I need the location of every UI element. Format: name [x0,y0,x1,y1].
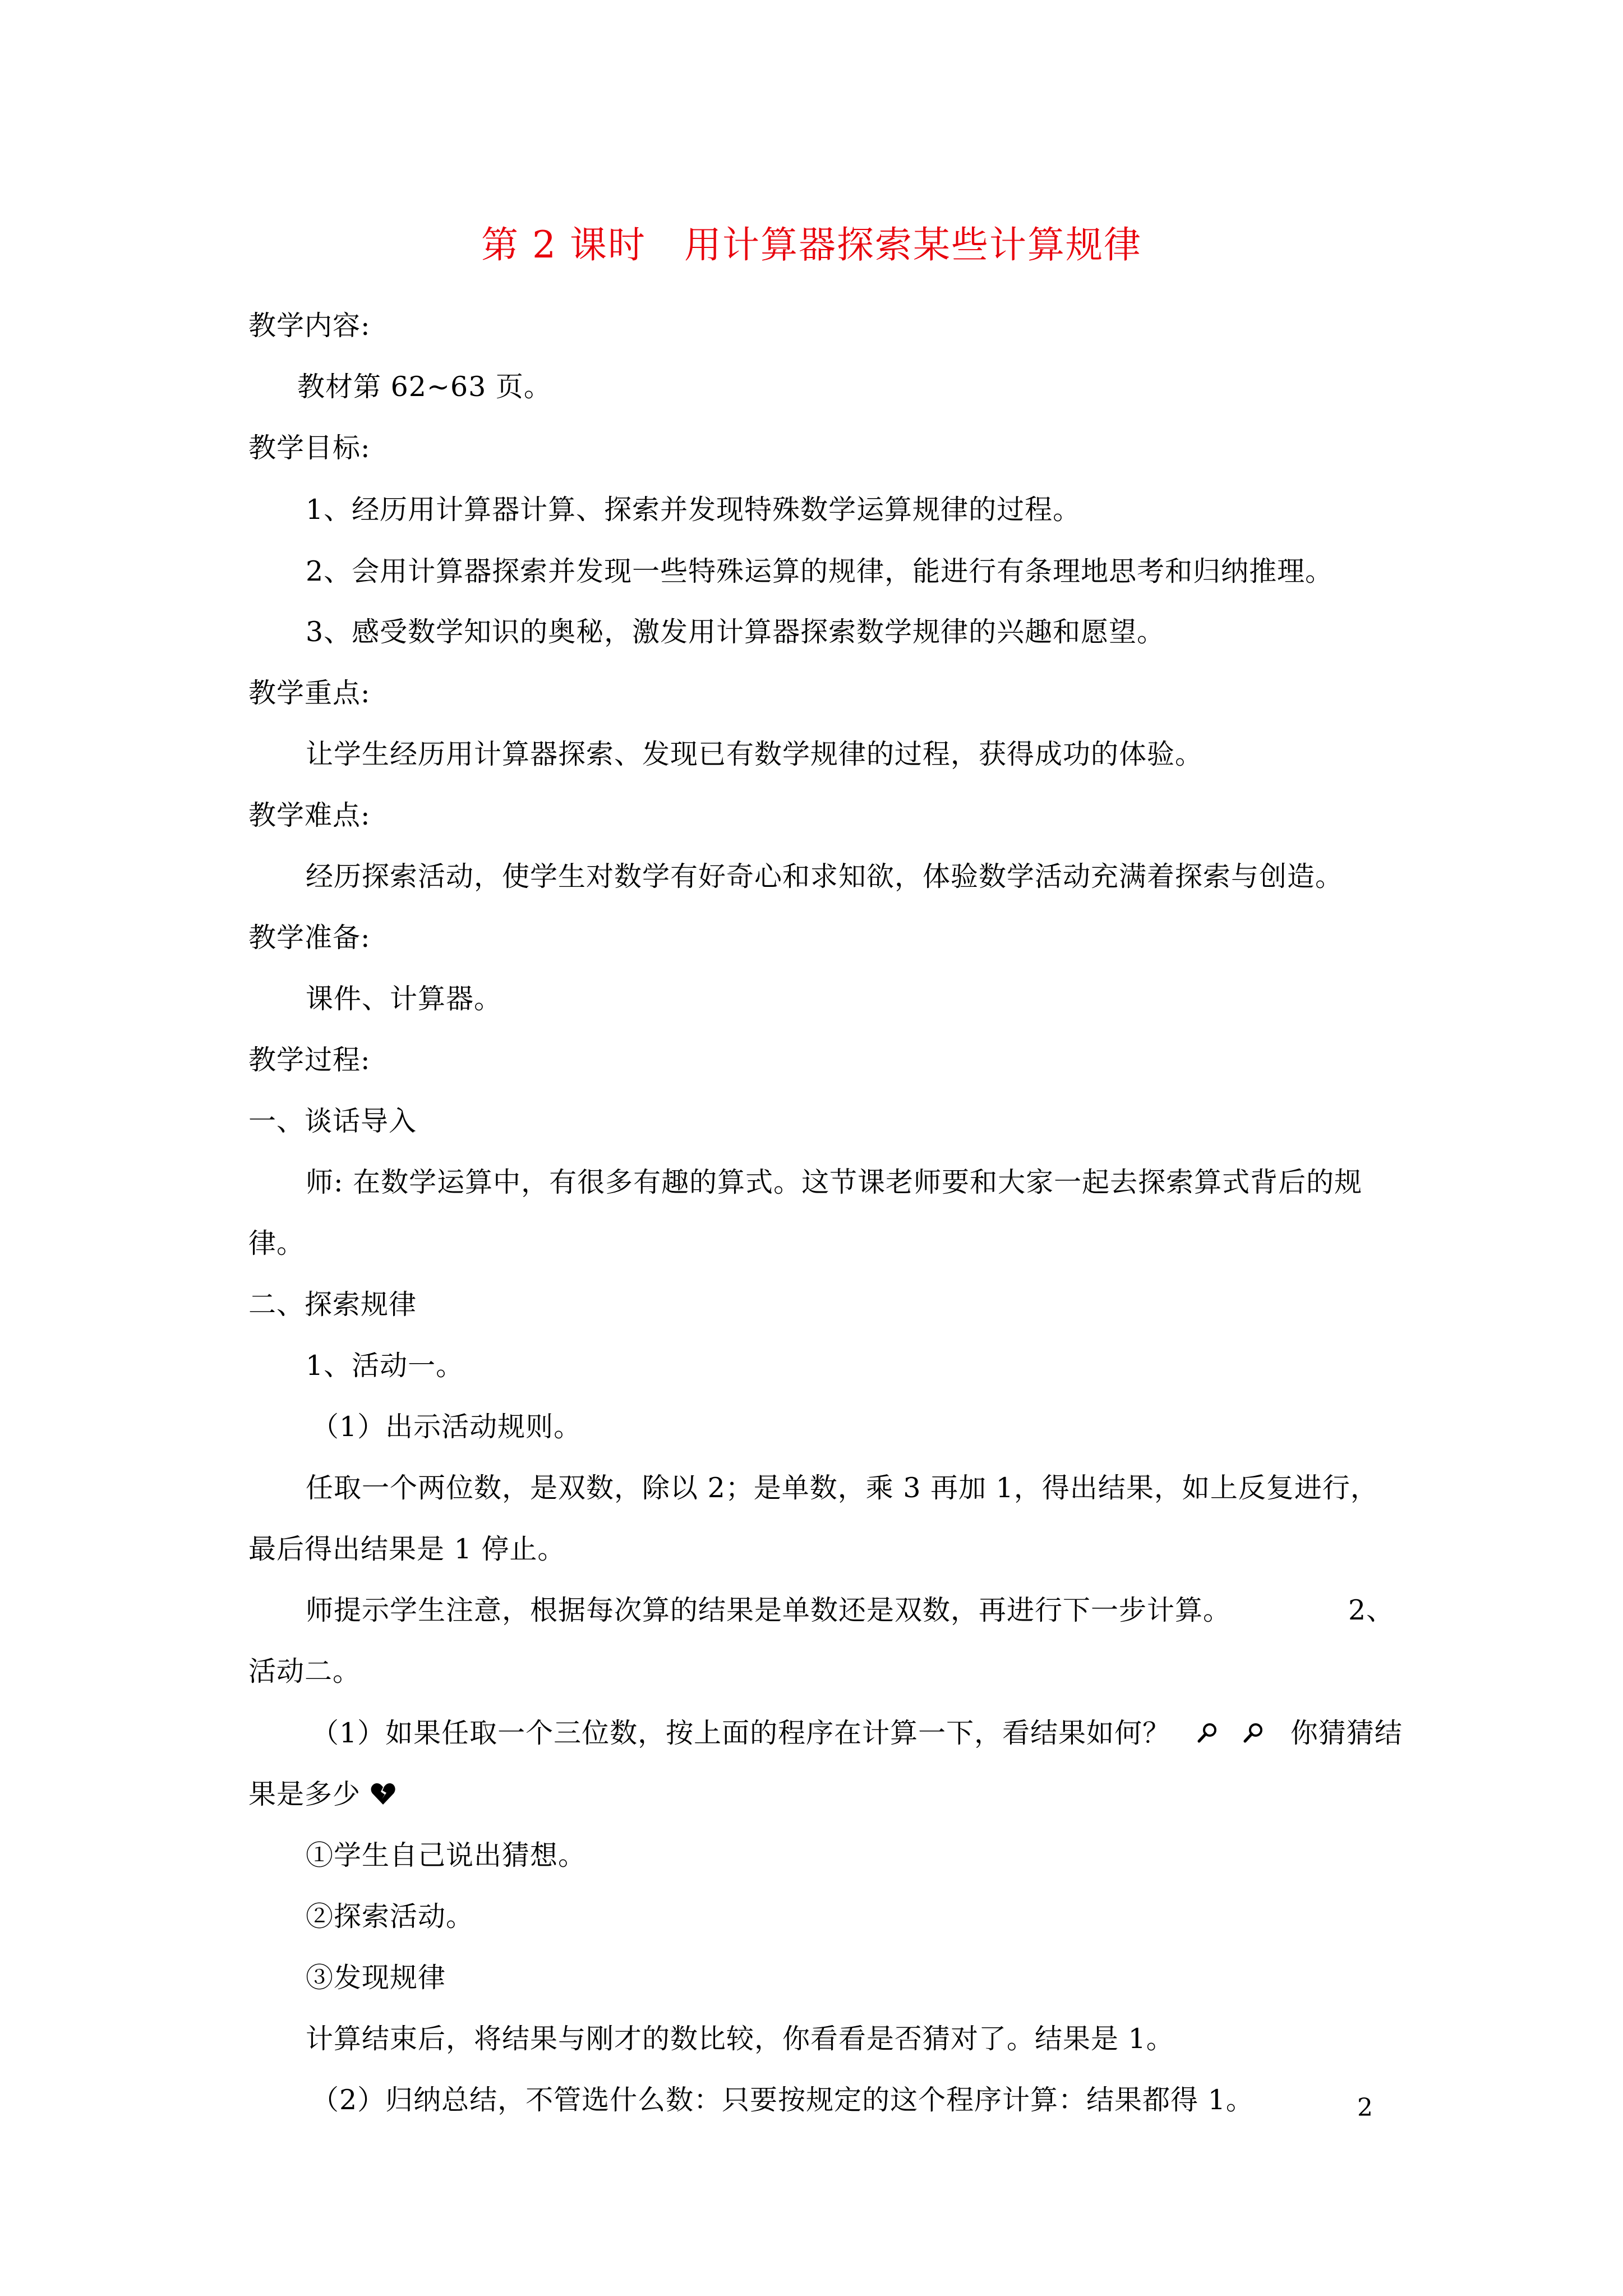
rule-line-2: 最后得出结果是 1 停止。 [248,1533,566,1565]
step-1: ①学生自己说出猜想。 [306,1839,587,1871]
section-1-heading: 一、谈话导入 [248,1105,417,1137]
question-text-part-2: 你猜猜结 [1290,1717,1403,1749]
goal-3: 3、感受数学知识的奥秘，激发用计算器探索数学规律的兴趣和愿望。 [306,616,1165,648]
lesson-title: 第 2 课时 用计算器探索某些计算规律 [481,223,1142,266]
question-line-1 [311,1715,1403,1754]
heading-content: 教学内容: [248,310,371,342]
difficulties-text: 经历探索活动，使学生对数学有好奇心和求知欲，体验数学活动充满着探索与创造。 [306,861,1344,892]
result-text: 计算结束后，将结果与刚才的数比较，你看看是否猜对了。结果是 1。 [306,2023,1174,2055]
magnifier-icon [1242,1717,1265,1754]
broken-heart-icon [370,1778,396,1815]
rule-line-1: 任取一个两位数，是双数，除以 2；是单数，乘 3 再加 1，得出结果，如上反复进行， [306,1472,1378,1504]
summary-text: （2）归纳总结，不管选什么数：只要按规定的这个程序计算：结果都得 1。 [311,2084,1254,2116]
heading-goals: 教学目标: [248,432,371,464]
heading-key-points: 教学重点: [248,677,371,709]
activity-1: 1、活动一。 [306,1350,464,1382]
page-number: 2 [1357,2093,1373,2122]
question-line-2 [248,1776,396,1815]
activity-2: 活动二。 [248,1655,361,1687]
step-3: ③发现规律 [306,1962,446,1994]
question-text-part-1: （1）如果任取一个三位数，按上面的程序在计算一下，看结果如何？ [311,1717,1171,1749]
heading-preparation: 教学准备: [248,922,371,954]
preparation-text: 课件、计算器。 [306,983,502,1015]
content-text: 教材第 62~63 页。 [297,371,552,403]
step-2: ②探索活动。 [306,1901,474,1932]
section-2-heading: 二、探索规律 [248,1289,417,1320]
key-points-text: 让学生经历用计算器探索、发现已有数学规律的过程，获得成功的体验。 [306,738,1204,770]
section-1-paragraph-line-1: 师: 在数学运算中，有很多有趣的算式。这节课老师要和大家一起去探索算式背后的规 [306,1166,1363,1198]
goal-1: 1、经历用计算器计算、探索并发现特殊数学运算规律的过程。 [306,494,1081,526]
activity-2-number: 2、 [1348,1594,1395,1626]
teacher-hint: 师提示学生注意，根据每次算的结果是单数还是双数，再进行下一步计算。 [306,1594,1232,1626]
heading-process: 教学过程: [248,1044,371,1076]
magnifier-icon [1196,1717,1219,1754]
goal-2: 2、会用计算器探索并发现一些特殊运算的规律，能进行有条理地思考和归纳推理。 [306,555,1334,587]
question-text-part-3: 果是多少 [248,1778,361,1810]
activity-1-step-1: （1）出示活动规则。 [311,1411,582,1443]
heading-difficulties: 教学难点: [248,799,371,831]
section-1-paragraph-line-2: 律。 [248,1227,305,1259]
